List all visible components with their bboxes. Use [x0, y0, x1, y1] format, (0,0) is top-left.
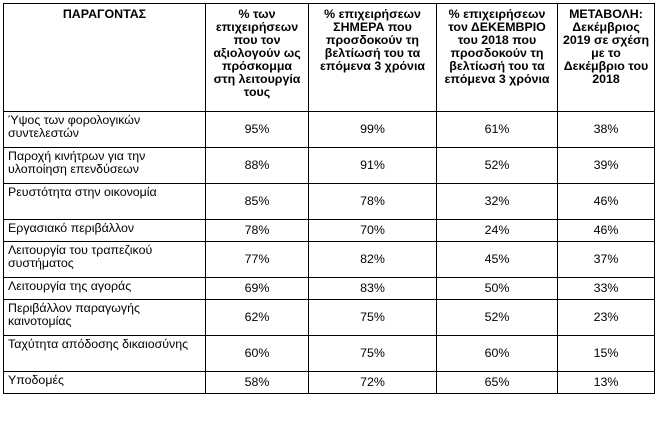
change-cell: 15% — [558, 336, 655, 372]
header-row — [4, 4, 655, 112]
obstacle-cell: 58% — [206, 372, 309, 394]
table-row — [4, 300, 655, 336]
table-row — [4, 372, 655, 394]
today-cell: 75% — [309, 336, 437, 372]
today-cell: 78% — [309, 184, 437, 220]
table-row — [4, 278, 655, 300]
factor-cell: Ύψος των φορολογικών συντελεστών — [4, 112, 206, 148]
change-cell: 38% — [558, 112, 655, 148]
change-cell: 39% — [558, 148, 655, 184]
table-row — [4, 220, 655, 242]
dec2018-cell: 52% — [437, 300, 558, 336]
change-cell: 46% — [558, 184, 655, 220]
dec2018-cell: 60% — [437, 336, 558, 372]
obstacle-cell: 95% — [206, 112, 309, 148]
table-row — [4, 148, 655, 184]
table-body — [4, 112, 655, 394]
obstacle-cell: 88% — [206, 148, 309, 184]
obstacle-cell: 62% — [206, 300, 309, 336]
factor-cell: Ταχύτητα απόδοσης δικαιοσύνης — [4, 336, 206, 372]
obstacle-cell: 60% — [206, 336, 309, 372]
obstacle-cell: 77% — [206, 242, 309, 278]
table-row — [4, 112, 655, 148]
factor-cell: Υποδομές — [4, 372, 206, 394]
change-cell: 46% — [558, 220, 655, 242]
dec2018-cell: 24% — [437, 220, 558, 242]
factor-cell: Περιβάλλον παραγωγής καινοτομίας — [4, 300, 206, 336]
dec2018-cell: 61% — [437, 112, 558, 148]
header-factor: ΠΑΡΑΓΟΝΤΑΣ — [4, 4, 206, 112]
factor-cell: Εργασιακό περιβάλλον — [4, 220, 206, 242]
change-cell: 13% — [558, 372, 655, 394]
table-row — [4, 336, 655, 372]
today-cell: 72% — [309, 372, 437, 394]
today-cell: 70% — [309, 220, 437, 242]
obstacle-cell: 69% — [206, 278, 309, 300]
factor-cell: Παροχή κινήτρων για την υλοποίηση επενδύσεων — [4, 148, 206, 184]
table-row — [4, 242, 655, 278]
dec2018-cell: 52% — [437, 148, 558, 184]
factor-cell: Ρευστότητα στην οικονομία — [4, 184, 206, 220]
dec2018-cell: 32% — [437, 184, 558, 220]
today-cell: 82% — [309, 242, 437, 278]
obstacle-cell: 78% — [206, 220, 309, 242]
header-change: ΜΕΤΑΒΟΛΗ: Δεκέμβριος 2019 σε σχέση με το Δεκέμβριο του 2018 — [558, 4, 655, 112]
today-cell: 91% — [309, 148, 437, 184]
change-cell: 23% — [558, 300, 655, 336]
table-row — [4, 184, 655, 220]
dec2018-cell: 65% — [437, 372, 558, 394]
factor-cell: Λειτουργία του τραπεζικού συστήματος — [4, 242, 206, 278]
today-cell: 83% — [309, 278, 437, 300]
factor-cell: Λειτουργία της αγοράς — [4, 278, 206, 300]
today-cell: 75% — [309, 300, 437, 336]
obstacle-cell: 85% — [206, 184, 309, 220]
header-dec2018-percent: % επιχειρήσεων τον ΔΕΚΕΜΒΡΙΟ του 2018 που προσδοκούν τη βελτίωσή του τα επόμενα 3 χρόνια — [437, 4, 558, 112]
table-header — [4, 4, 655, 112]
header-today-percent: % επιχειρήσεων ΣΗΜΕΡΑ που προσδοκούν τη βελτίωσή του τα επόμενα 3 χρόνια — [309, 4, 437, 112]
dec2018-cell: 45% — [437, 242, 558, 278]
business-factors-table — [3, 3, 655, 394]
change-cell: 37% — [558, 242, 655, 278]
dec2018-cell: 50% — [437, 278, 558, 300]
today-cell: 99% — [309, 112, 437, 148]
header-obstacle-percent: % των επιχειρήσεων που τον αξιολογούν ως πρόσκομμα στη λειτουργία τους — [206, 4, 309, 112]
change-cell: 33% — [558, 278, 655, 300]
